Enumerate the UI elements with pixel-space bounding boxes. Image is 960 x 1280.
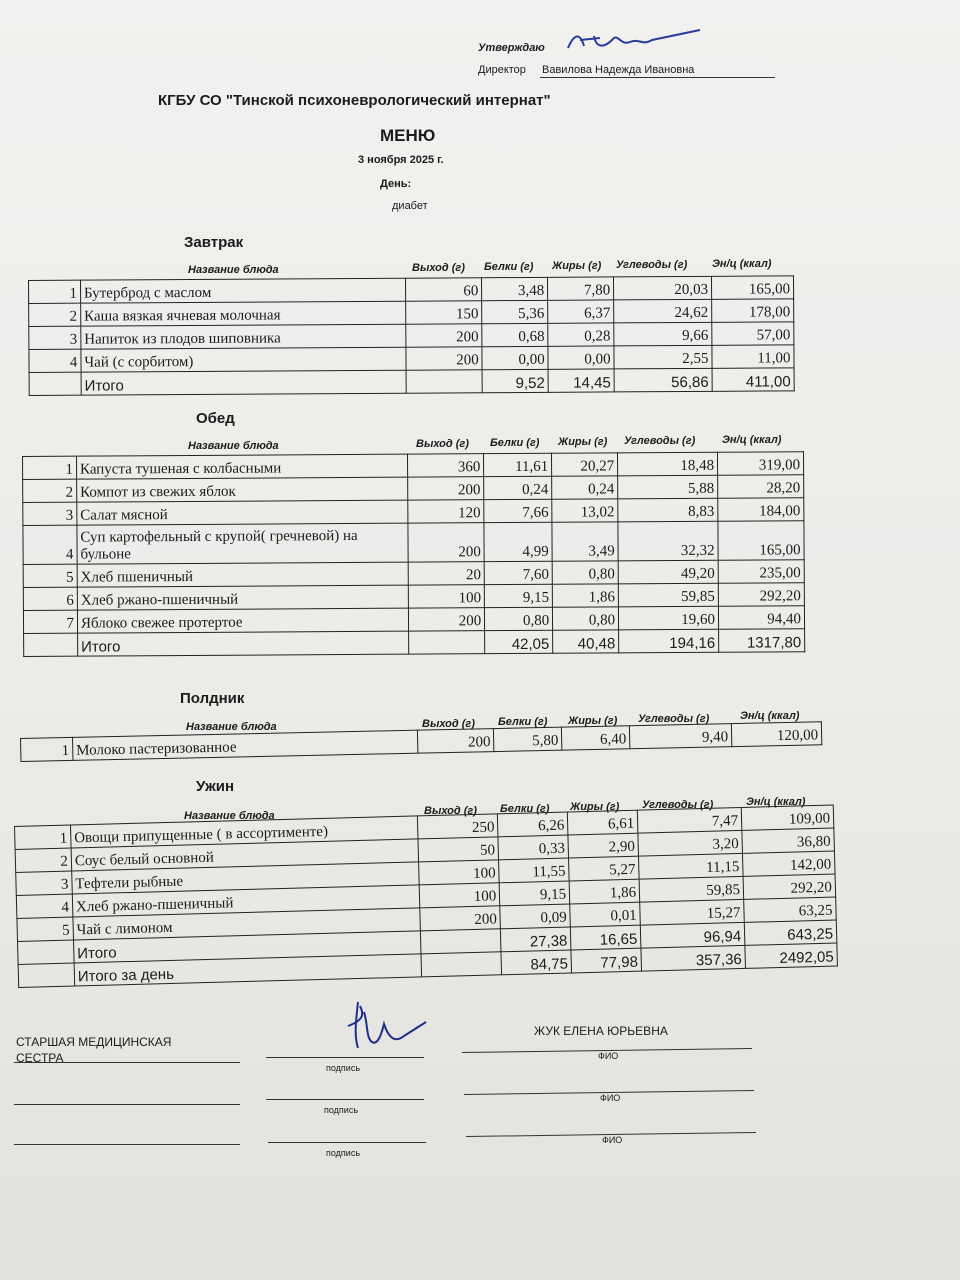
dish-energy: 94,40 xyxy=(718,606,804,630)
row-number: 5 xyxy=(17,917,73,941)
dish-energy: 28,20 xyxy=(718,475,804,499)
dish-name: Чай с лимоном xyxy=(73,908,421,940)
row-number: 6 xyxy=(23,587,77,610)
dish-name: Суп картофельный с крупой( гречневой) на бульоне xyxy=(77,523,409,564)
dish-fat: 0,80 xyxy=(553,607,619,630)
col-carbs-header: Углеводы (г) xyxy=(638,713,710,725)
dish-energy: 292,20 xyxy=(718,583,804,607)
approve-label: Утверждаю xyxy=(478,42,545,54)
dish-protein: 7,60 xyxy=(484,561,552,584)
total-label: Итого xyxy=(81,370,407,395)
dish-protein: 0,68 xyxy=(482,323,548,346)
fio-caption-3: ФИО xyxy=(602,1135,623,1145)
total-row xyxy=(24,629,805,657)
day-label: День: xyxy=(380,178,412,190)
dish-yield: 100 xyxy=(419,860,499,885)
day-total-energy: 2492,05 xyxy=(745,943,838,968)
dish-yield: 200 xyxy=(409,608,485,631)
total-carbs: 96,94 xyxy=(640,922,744,948)
dish-carbs: 2,55 xyxy=(614,345,712,369)
col-fat-header: Жиры (г) xyxy=(570,801,620,813)
total-carbs: 194,16 xyxy=(619,629,719,653)
col-fat-header: Жиры (г) xyxy=(552,260,602,272)
dish-protein: 0,00 xyxy=(482,346,548,369)
dish-yield: 200 xyxy=(420,906,500,931)
dish-carbs: 59,85 xyxy=(618,583,718,607)
breakfast-table xyxy=(28,275,795,396)
col-fat-header: Жиры (г) xyxy=(558,436,608,448)
dish-name: Молоко пастеризованное xyxy=(72,730,418,760)
dish-carbs: 24,62 xyxy=(614,299,712,323)
total-row xyxy=(29,368,794,396)
col-name-header: Название блюда xyxy=(184,810,275,822)
dish-protein: 11,61 xyxy=(484,453,552,476)
dish-carbs: 49,20 xyxy=(618,560,718,584)
total-energy: 643,25 xyxy=(744,920,837,945)
dish-yield: 200 xyxy=(408,523,484,562)
dish-fat: 3,49 xyxy=(552,522,618,561)
dish-energy: 57,00 xyxy=(712,322,794,346)
row-number: 2 xyxy=(29,303,81,326)
total-fat: 14,45 xyxy=(548,369,614,392)
role-line-2 xyxy=(14,1104,240,1105)
dish-carbs: 32,32 xyxy=(618,521,718,561)
total-label: Итого xyxy=(77,631,409,656)
dish-energy: 142,00 xyxy=(742,851,835,876)
dish-protein: 0,80 xyxy=(485,607,553,630)
dish-name: Бутерброд с маслом xyxy=(80,278,406,303)
dish-fat: 20,27 xyxy=(552,453,618,476)
dish-yield: 120 xyxy=(408,500,484,523)
day-total-protein: 84,75 xyxy=(501,950,572,975)
total-energy: 411,00 xyxy=(712,368,794,392)
total-protein: 42,05 xyxy=(485,630,553,653)
dish-protein: 11,55 xyxy=(499,858,570,883)
dish-protein: 0,24 xyxy=(484,476,552,499)
dish-energy: 120,00 xyxy=(731,722,821,747)
row-number: 2 xyxy=(15,848,71,872)
role-line-3 xyxy=(14,1144,240,1145)
row-number: 3 xyxy=(16,871,72,895)
dish-carbs: 18,48 xyxy=(618,452,718,476)
dish-name: Напиток из плодов шиповника xyxy=(81,324,407,349)
dish-protein: 5,80 xyxy=(494,727,562,751)
table-row xyxy=(23,521,804,565)
dish-energy: 109,00 xyxy=(741,805,834,830)
dish-protein: 0,33 xyxy=(498,835,569,860)
col-name-header: Название блюда xyxy=(186,721,277,733)
snack-title: Полдник xyxy=(180,690,245,707)
row-number: 1 xyxy=(21,737,73,761)
dish-protein: 5,36 xyxy=(482,300,548,323)
dish-fat: 1,86 xyxy=(569,879,640,904)
nurse-signature xyxy=(330,990,430,1065)
dish-protein: 0,09 xyxy=(500,904,571,929)
dish-yield: 200 xyxy=(406,347,482,370)
dish-protein: 3,48 xyxy=(482,277,548,300)
dish-carbs: 11,15 xyxy=(639,853,743,879)
sign-line-2 xyxy=(266,1099,424,1100)
dish-fat: 5,27 xyxy=(569,856,640,881)
menu-date: 3 ноября 2025 г. xyxy=(358,154,444,166)
signer-name: ЖУК ЕЛЕНА ЮРЬЕВНА xyxy=(534,1024,668,1038)
col-yield-header: Выход (г) xyxy=(412,262,465,274)
dish-name: Капуста тушеная с колбасными xyxy=(76,454,408,479)
dish-energy: 178,00 xyxy=(712,299,794,323)
dish-name: Хлеб пшеничный xyxy=(77,562,409,587)
dish-yield: 20 xyxy=(409,562,485,585)
dish-yield: 250 xyxy=(418,814,498,839)
row-number: 3 xyxy=(23,502,77,525)
dish-carbs: 15,27 xyxy=(640,899,744,925)
col-yield-header: Выход (г) xyxy=(424,805,477,817)
dish-carbs: 3,20 xyxy=(638,830,742,856)
director-signature xyxy=(560,26,705,58)
dish-carbs: 59,85 xyxy=(639,876,743,902)
breakfast-title: Завтрак xyxy=(184,234,244,251)
dish-yield: 50 xyxy=(418,837,498,862)
col-energy-header: Эн/ц (ккал) xyxy=(740,710,800,722)
row-number: 1 xyxy=(29,280,81,303)
dish-name: Чай (с сорбитом) xyxy=(81,347,407,372)
dish-carbs: 9,66 xyxy=(614,322,712,346)
dish-energy: 63,25 xyxy=(744,897,837,922)
dish-carbs: 19,60 xyxy=(619,606,719,630)
row-number: 5 xyxy=(23,564,77,587)
signer-role: СТАРШАЯ МЕДИЦИНСКАЯ СЕСТРА xyxy=(16,1035,172,1065)
dish-fat: 6,61 xyxy=(568,810,639,835)
director-name: Вавилова Надежда Ивановна xyxy=(542,64,695,76)
col-yield-header: Выход (г) xyxy=(422,718,475,730)
dinner-table xyxy=(14,805,838,988)
dish-fat: 0,28 xyxy=(548,323,614,346)
lunch-title: Обед xyxy=(196,410,235,427)
col-protein-header: Белки (г) xyxy=(484,261,534,273)
dish-name: Компот из свежих яблок xyxy=(77,477,409,502)
row-number: 7 xyxy=(23,610,77,633)
row-number: 1 xyxy=(15,825,71,849)
col-energy-header: Эн/ц (ккал) xyxy=(712,258,772,270)
dish-energy: 319,00 xyxy=(718,452,804,476)
col-energy-header: Эн/ц (ккал) xyxy=(722,434,782,446)
row-number: 2 xyxy=(23,479,77,502)
col-carbs-header: Углеводы (г) xyxy=(624,435,696,447)
dish-name: Каша вязкая ячневая молочная xyxy=(81,301,407,326)
dish-fat: 13,02 xyxy=(552,499,618,522)
dish-energy: 292,20 xyxy=(743,874,836,899)
dish-fat: 7,80 xyxy=(548,277,614,300)
col-name-header: Название блюда xyxy=(188,440,279,452)
dish-fat: 6,37 xyxy=(548,300,614,323)
day-total-fat: 77,98 xyxy=(571,948,642,973)
dish-yield: 200 xyxy=(406,324,482,347)
sign-caption-3: подпись xyxy=(326,1148,361,1158)
sign-caption-1: подпись xyxy=(326,1063,361,1073)
dish-fat: 2,90 xyxy=(568,833,639,858)
dish-carbs: 7,47 xyxy=(637,807,741,833)
dish-carbs: 8,83 xyxy=(618,498,718,522)
total-fat: 16,65 xyxy=(571,925,642,950)
org-title: КГБУ СО "Тинской психоневрологический интернат" xyxy=(158,92,551,109)
col-carbs-header: Углеводы (г) xyxy=(642,799,714,811)
dish-fat: 0,24 xyxy=(552,476,618,499)
total-label: Итого xyxy=(73,931,421,963)
col-protein-header: Белки (г) xyxy=(500,803,550,815)
sign-line-1 xyxy=(266,1057,424,1058)
col-carbs-header: Углеводы (г) xyxy=(616,259,688,271)
total-carbs: 56,86 xyxy=(614,368,712,392)
day-total-carbs: 357,36 xyxy=(641,945,745,971)
sign-line-3 xyxy=(268,1142,426,1143)
day-value: диабет xyxy=(392,200,428,212)
dish-name: Тефтели рыбные xyxy=(72,862,420,894)
dish-name: Овощи припущенные ( в ассортименте) xyxy=(70,816,418,848)
dinner-title: Ужин xyxy=(196,778,235,795)
dish-protein: 9,15 xyxy=(485,584,553,607)
dish-yield: 150 xyxy=(406,301,482,324)
dish-yield: 100 xyxy=(409,585,485,608)
total-protein: 9,52 xyxy=(482,369,548,392)
menu-title: МЕНЮ xyxy=(380,126,436,145)
dish-protein: 9,15 xyxy=(499,881,570,906)
dish-energy: 36,80 xyxy=(742,828,835,853)
dish-name: Соус белый основной xyxy=(71,839,419,871)
col-energy-header: Эн/ц (ккал) xyxy=(746,796,806,808)
dish-carbs: 9,40 xyxy=(630,724,732,749)
role-line xyxy=(14,1062,240,1063)
director-label: Директор xyxy=(478,64,526,76)
row-number: 4 xyxy=(23,525,77,564)
dish-yield: 200 xyxy=(418,729,494,754)
dish-fat: 0,00 xyxy=(548,346,614,369)
dish-fat: 0,01 xyxy=(570,902,641,927)
dish-name: Хлеб ржано-пшеничный xyxy=(77,585,409,610)
dish-energy: 165,00 xyxy=(712,276,794,300)
dish-yield: 60 xyxy=(406,278,482,301)
dish-carbs: 20,03 xyxy=(614,276,712,300)
fio-caption-1: ФИО xyxy=(598,1051,619,1061)
col-fat-header: Жиры (г) xyxy=(568,715,618,727)
director-underline xyxy=(540,77,775,78)
fio-caption-2: ФИО xyxy=(600,1093,621,1103)
dish-protein: 7,66 xyxy=(484,499,552,522)
dish-fat: 1,86 xyxy=(552,584,618,607)
dish-fat: 0,80 xyxy=(552,561,618,584)
dish-protein: 4,99 xyxy=(484,522,552,561)
col-protein-header: Белки (г) xyxy=(498,716,548,728)
day-total-label: Итого за день xyxy=(74,954,422,986)
total-protein: 27,38 xyxy=(501,927,572,952)
dish-energy: 165,00 xyxy=(718,521,804,561)
dish-yield: 100 xyxy=(420,883,500,908)
row-number: 4 xyxy=(29,349,81,372)
col-protein-header: Белки (г) xyxy=(490,437,540,449)
dish-fat: 6,40 xyxy=(562,726,630,750)
dish-energy: 11,00 xyxy=(712,345,794,369)
dish-energy: 235,00 xyxy=(718,560,804,584)
dish-protein: 6,26 xyxy=(498,812,569,837)
dish-name: Хлеб ржано-пшеничный xyxy=(72,885,420,917)
dish-name: Салат мясной xyxy=(77,500,409,525)
dish-yield: 200 xyxy=(408,477,484,500)
dish-name: Яблоко свежее протертое xyxy=(77,608,409,633)
total-energy: 1317,80 xyxy=(719,629,805,653)
dish-energy: 184,00 xyxy=(718,498,804,522)
dish-yield: 360 xyxy=(408,454,484,477)
row-number: 3 xyxy=(29,326,81,349)
lunch-table xyxy=(22,451,805,657)
sign-caption-2: подпись xyxy=(324,1105,359,1115)
total-fat: 40,48 xyxy=(553,630,619,653)
row-number: 4 xyxy=(16,894,72,918)
row-number: 1 xyxy=(23,456,77,479)
col-yield-header: Выход (г) xyxy=(416,438,469,450)
col-name-header: Название блюда xyxy=(188,264,279,276)
dish-carbs: 5,88 xyxy=(618,475,718,499)
